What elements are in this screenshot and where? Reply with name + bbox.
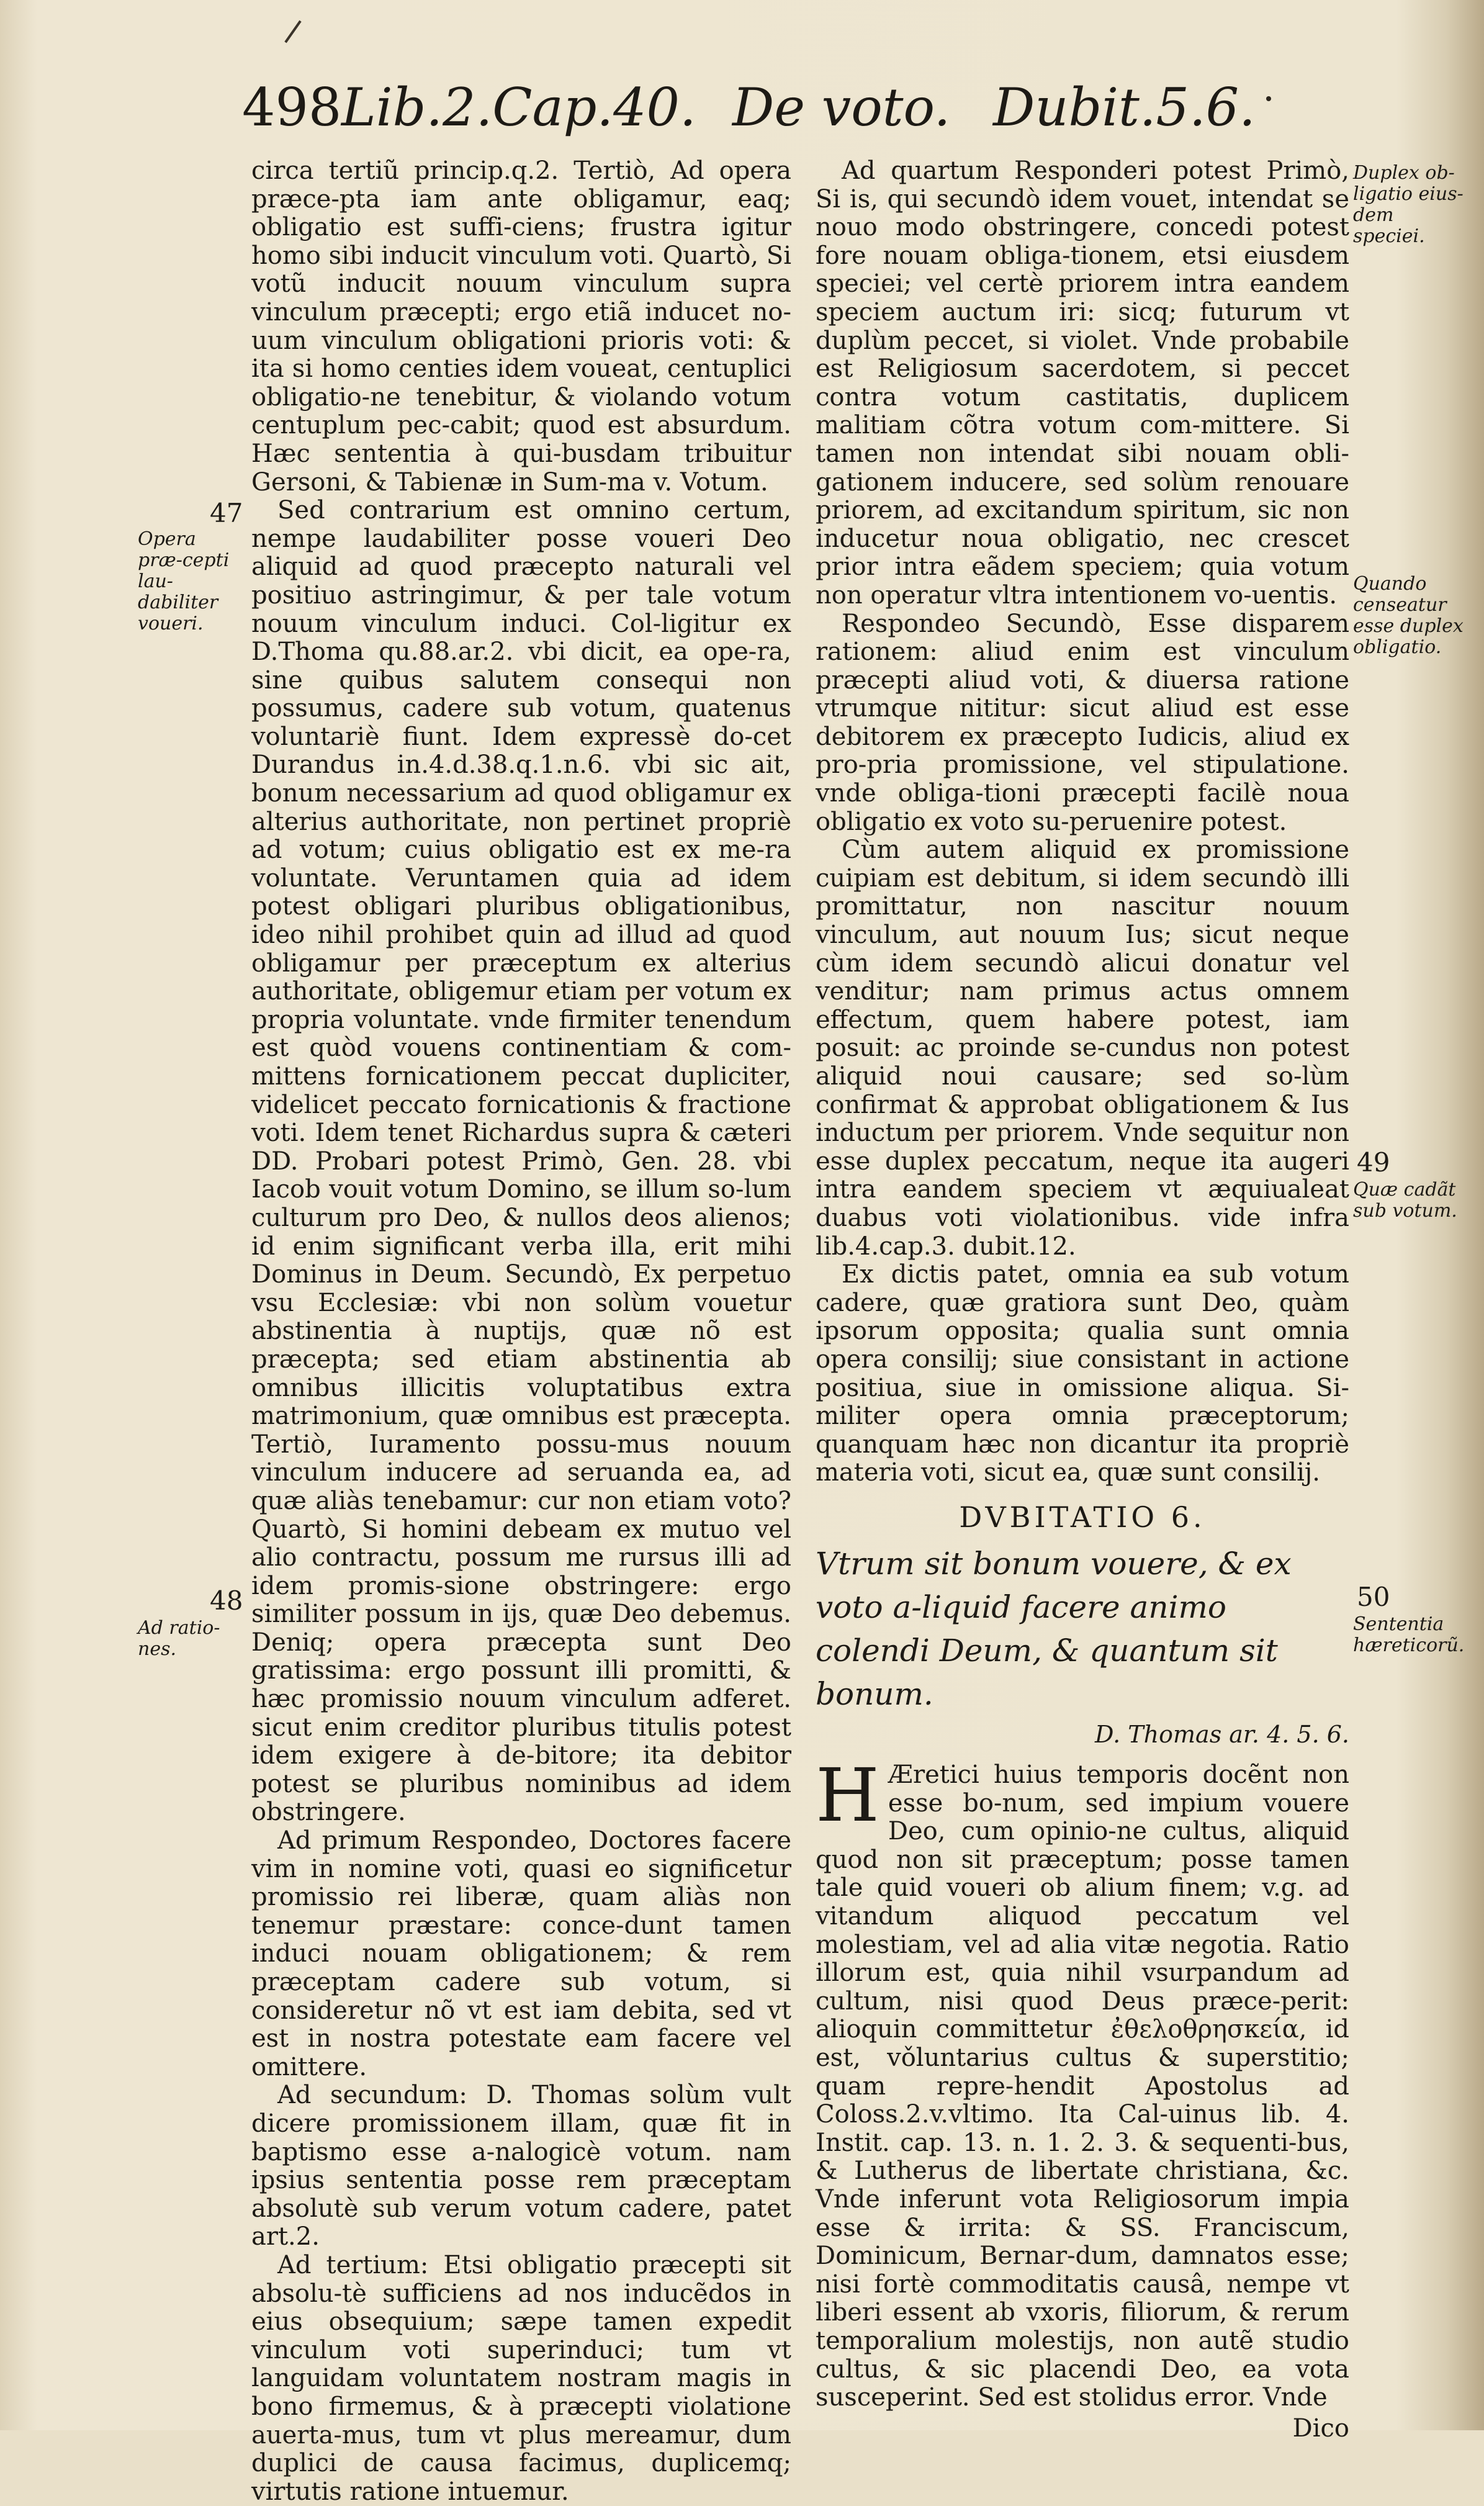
margin-note-50: Sententia hæreticorũ. bbox=[1353, 1613, 1465, 1656]
margin-note-47: Opera præ-cepti lau-dabiliter voueri. bbox=[138, 528, 230, 634]
paragraph: Ad quartum Responderi potest Primò, Si is, qui secundò idem vouet, intendat se nouo modo obstringere, concedi potest fore nouam obliga-tionem, etsi eiusdem speciei; vel certè priorem intra eandem speciem auctum iri: sicq; futurum vt duplùm peccet, si violet. Vnde probabile est Religiosum sacerdotem, si peccet contra votum castitatis, duplicem malitiam cõtra votum com-mittere. Si tamen non intendat sibi nouam obli-gationem inducere, sed solùm renouare priorem, ad excitandum spiritum, sic non inducetur noua obligatio, nec crescet prior intra eãdem speciem; quia votum non operatur vltra intentionem vo-uentis. bbox=[816, 156, 1349, 610]
left-column bbox=[251, 157, 791, 2506]
page-number: 498 bbox=[242, 77, 342, 138]
paragraph: Cùm autem aliquid ex promissione cuipiam est debitum, si idem secundò illi promittatur, non nascitur nouum vinculum, aut nouum Ius; sicut neque cùm idem secundò alicui donatur vel venditur; nam primus actus omnem effectum, quem habere potest, iam posuit: ac proinde se-cundus non potest aliquid noui causare; sed so-lùm confirmat & approbat obligationem & Ius inductum per priorem. Vnde sequitur non esse duplex peccatum, neque ita augeri intra eandem speciem vt æquiualeat duabus voti violationibus. vide infra lib.4.cap.3. dubit.12. bbox=[816, 836, 1349, 1261]
paragraph: Ad primum Respondeo, Doctores facere vim in nomine voti, quasi eo significetur promissio rei liberæ, quam aliàs non tenemur præstare: conce-dunt tamen induci nouam obligationem; & rem præceptam cadere sub votum, si consideretur nõ vt est iam debita, sed vt est in nostra potestate eam facere vel omittere. bbox=[251, 1826, 791, 2081]
paragraph: circa tertiũ princip.q.2. Tertiò, Ad opera præce-pta iam ante obligamur, eaq; obligatio est suffi-ciens; frustra igitur homo sibi inducit vinculum voti. Quartò, Si votũ inducit nouum vinculum supra vinculum præcepti; ergo etiã inducet no-uum vinculum obligationi prioris voti: & ita si homo centies idem voueat, centuplici obligatio-ne tenebitur, & violando votum centuplum pec-cabit; quod est absurdum. Hæc sententia à qui-busdam tribuitur Gersoni, & Tabienæ in Sum-ma v. Votum. bbox=[251, 156, 791, 497]
margin-note-quando: Quando censeatur esse duplex obligatio. bbox=[1353, 573, 1464, 658]
margin-note-48: Ad ratio-nes. bbox=[138, 1617, 220, 1660]
running-header bbox=[236, 73, 1390, 154]
margin-note-49: Quæ cadãt sub votum. bbox=[1353, 1179, 1457, 1222]
paragraph bbox=[816, 1752, 1349, 2412]
margin-note-duplex: Duplex ob-ligatio eius-dem speciei. bbox=[1353, 162, 1464, 247]
book-chapter: Lib.2.Cap.40. bbox=[341, 77, 696, 138]
dubit-reference: Dubit.5.6. bbox=[993, 77, 1256, 138]
paragraph: Respondeo Secundò, Esse disparem rationem: aliud enim est vinculum præcepti aliud voti, & diuersa ratione vtrumque nititur: sicut aliud est esse debitorem ex præcepto Iudicis, aliud ex pro-pria promissione, vel stipulatione. vnde obliga-tioni præcepti facilè noua obligatio ex voto su-peruenire potest. bbox=[816, 609, 1349, 836]
dubitatio-question: Vtrum sit bonum vouere, & ex voto a-liquid facere animo colendi Deum, & quantum sit bonum. bbox=[816, 1545, 1292, 1712]
dubitatio-heading: DVBITATIO 6. bbox=[959, 1500, 1206, 1534]
paragraph: Ad secundum: D. Thomas solùm vult dicere promissionem illam, quæ fit in baptismo esse a-nalogicè votum. nam ipsius sententia posse rem præceptam absolutè sub verum votum cadere, patet art.2. bbox=[251, 2081, 791, 2251]
running-title: De voto. bbox=[732, 77, 951, 138]
dubitatio-source: D. Thomas ar. 4. 5. 6. bbox=[1095, 1720, 1349, 1748]
margin-number-47: 47 bbox=[210, 498, 243, 528]
paragraph-text: Æretici huius temporis docẽnt non esse bo-num, sed impium vouere Deo, cum opinio-ne cultus, aliquid quod non sit præceptum; posse tamen tale quid voueri ob alium finem; v.g. ad vitandum aliquod peccatum vel molestiam, vel ad alia vitæ negotia. Ratio illorum est, quia nihil vsurpandum ad cultum, nisi quod Deus præce-perit: alioquin committetur ἐθελοθρησκεία, id est, vǒluntarius cultus & superstitio; quam repre-hendit Apostolus ad Coloss.2.v.vltimo. Ita Cal-uinus lib. 4. Instit. cap. 13. n. 1. 2. 3. & sequenti-bus, & Lutherus de libertate christiana, &c. Vnde inferunt vota Religiosorum impia esse & irrita: & SS. Franciscum, Dominicum, Bernar-dum, damnatos esse; nisi fortè commoditatis causâ, nempe vt liberi essent ab vxoris, filiorum, & rerum temporalium molestijs, non autẽ studio cultus, & sic placendi Deo, ea vota susceperint. Sed est stolidus error. Vnde bbox=[816, 1760, 1349, 2412]
right-column bbox=[816, 157, 1349, 2443]
catchword: Dico bbox=[1292, 2414, 1349, 2443]
margin-number-49: 49 bbox=[1357, 1147, 1390, 1178]
paragraph: Ex dictis patet, omnia ea sub votum cadere, quæ gratiora sunt Deo, quàm ipsorum opposita; qualia sunt omnia opera consilij; siue consistant in actione positiua, siue in omissione aliqua. Si-militer opera omnia præceptorum; quanquam hæc non dicantur ita propriè materia voti, sicut ea, quæ sunt consilij. bbox=[816, 1260, 1349, 1487]
drop-cap: H bbox=[816, 1752, 879, 1839]
paragraph: Ad tertium: Etsi obligatio præcepti sit absolu-tè sufficiens ad nos inducẽdos in eius obsequium; sæpe tamen expedit vinculum voti superinduci; tum vt languidam voluntatem nostram magis in bono firmemus, & à præcepti violatione auerta-mus, tum vt plus mereamur, dum duplici de causa facimus, duplicemq; virtutis ratione intuemur. bbox=[251, 2250, 791, 2506]
margin-number-50: 50 bbox=[1357, 1582, 1390, 1612]
paragraph: Sed contrarium est omnino certum, nempe laudabiliter posse voueri Deo aliquid ad quod præcepto naturali vel positiuo astringimur, & per tale votum nouum vinculum induci. Col-ligitur ex D.Thoma qu.88.ar.2. vbi dicit, ea ope-ra, sine quibus salutem consequi non possumus, cadere sub votum, quatenus voluntariè fiunt. Idem expressè do-cet Durandus in.4.d.38.q.1.n.6. vbi sic ait, bonum necessarium ad quod obligamur ex alterius authoritate, non pertinet propriè ad votum; cuius obligatio est ex me-ra voluntate. Veruntamen quia ad idem potest obligari pluribus obligationibus, ideo nihil prohibet quin ad illud ad quod obligamur per præceptum ex alterius authoritate, obligemur etiam per votum ex propria voluntate. vnde firmiter tenendum est quòd vouens continentiam & com-mittens fornicationem peccat dupliciter, videlicet peccato fornicationis & fractione voti. Idem tenet Richardus supra & cæteri DD. Probari potest Primò, Gen. 28. vbi Iacob vouit votum Domino, se illum so-lum culturum pro Deo, & nullos deos alienos; id enim significant verba illa, erit mihi Dominus in Deum. Secundò, Ex perpetuo vsu Ecclesiæ: vbi non solùm vouetur abstinentia à nuptijs, quæ nõ est præcepta; sed etiam abstinentia ab omnibus illicitis voluptatibus extra matrimonium, quæ omnibus est præcepta. Tertiò, Iuramento possu-mus nouum vinculum inducere ad seruanda ea, ad quæ aliàs tenebamur: cur non etiam voto? Quartò, Si homini debeam ex mutuo vel alio contractu, possum me rursus illi ad idem promis-sione obstringere: ergo similiter possum in ijs, quæ Deo debemus. Deniq; opera præcepta sunt Deo gratissima: ergo possunt illi promitti, & hæc promissio nouum vinculum adferet. sicut enim creditor pluribus titulis potest idem exigere à de-bitore; ita debitor potest se pluribus nominibus ad idem obstringere. bbox=[251, 496, 791, 1827]
margin-number-48: 48 bbox=[210, 1585, 243, 1616]
